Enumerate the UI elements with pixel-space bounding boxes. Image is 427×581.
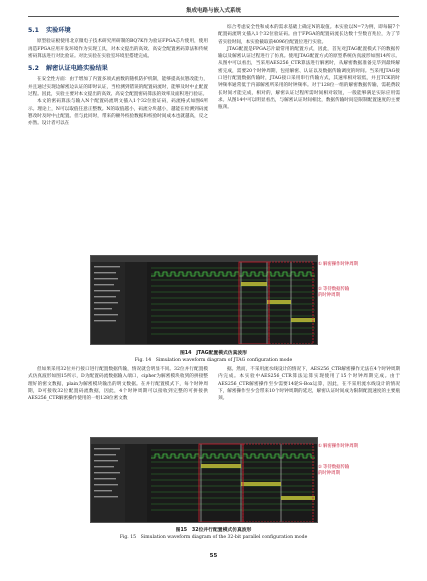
figure-14-annotation-1 — [318, 262, 358, 268]
figure-14-annotation-2 — [318, 287, 352, 299]
paragraph: 综合考虑安全性和成本的需求基础上确定N的取值。本实验以N=7为例，即每隔7个配置码流明文插入1个32位验证码。由于FPGA的配置码流长达数十至数百兆位，为了节省实验时间，本实验截取前4096位配置位进行实验。 — [218, 25, 400, 45]
section-heading-5-2 — [28, 65, 208, 72]
annotation-marker: ① — [318, 262, 322, 267]
figure-14-caption-zh: 图14 JTAG配置模式仿真波形 — [180, 351, 247, 356]
figure-15-waveform — [90, 437, 318, 523]
section-heading-5-1 — [28, 27, 208, 34]
paragraph: JTAG配置是FPGA芯片最常用的配置方式，因此，首先对JTAG配置模式下的数据传输以及解密认证过程进行了仿真。使用JTAG配置方式的原型系统仿真波形如图14所示。从图中可以看出，当采用AES256_CTR算法进行解密时，从解密数据准备完毕到最终解密完成，需要20个时钟周期，包括解密、认证以及数据传输调度的时间。当采用JTAG接口进行配置数据传输时，JTAG接口采用串行传输方式，其速率相对较低，并且TCK的时钟频率通常低于内部解密所采用的时钟频率。对于128位一组的解密数据传输，需耗费较长时间才能完成，相对的，解密认证过程所需时间相对较短，一般能够满足实际应用需求。从图14中可以明显看出，与解密认证时间相比，数据传输时间是限制配置速度的主要瓶颈。 — [218, 46, 400, 111]
figure-14-waveform — [90, 255, 318, 345]
header-rule — [28, 16, 399, 17]
figure-15-caption-en: Fig. 15 Simulation waveform diagram of the 32-bit parallel configuration mode — [119, 535, 308, 540]
section-number: 5.1 — [28, 27, 39, 34]
right-column — [218, 24, 400, 112]
paragraph: 但如果采用32位并行接口进行配置数据传输，情况就会明显不同。32位并行配置模式仿真波形如图15所示，D为配置码流数据输入端口，cipher为解密模块收到的拼接整理好的密文数据，plain为解密模块输出的明文数据。在并行配置模式下，每个时钟周期，D可接收32位配置码流数据，因此，4个时钟周期可以接收到完整的可拼接供AES256_CTR解密操作使用的一组128位密文数 — [28, 367, 208, 402]
waveform-image — [91, 438, 317, 522]
paragraph: 据。然而，不采用流水线设计的情况下，AES256_CTR解密操作无法在4个时钟周期内完成。本实验中AES256_CTR算法运算实现使用了15个时钟周期完成。由于AES256_CTR解密操作至少需要14轮S-Box运算，因此，在不采用流水线设计的情况下，解密操作至少会带来10个时钟周期的延迟，解密认证时间成为限制配置速度的主要瓶颈。 — [218, 367, 400, 402]
figure-15-annotation-2 — [318, 465, 352, 477]
figure-15-annotation-1 — [318, 444, 358, 450]
annotation-text: 解密操作时钟周期 — [322, 262, 359, 267]
left-column — [28, 24, 208, 128]
annotation-marker: ① — [318, 444, 322, 449]
annotation-marker: ② — [318, 287, 322, 292]
paragraph: 原型验证板使用北京微电子技术研究所研制的BQ7K作为验证FPGA芯片使用，使用再造FPGA应用开发环境作为实现工具，对本文提出的高效、高安全配置密码算法和传统密码算法进行对比验证。对比实验在实验室环境里搭建完成。 — [28, 39, 208, 59]
paragraph: 本文的密码算法与输入N个配置码流明文插入1个32位验证码，码流格式如图6所示。理论上，N可以取值任意正整数。N的取值越小，码流分块越小，越能在检测到码流篡改时及时中止配置。但与此同时，带来的额外校验数据和校验时间成本也就越高，反之亦然。设计者可以在 — [28, 99, 208, 127]
section-title: 解密认证电路实验结果 — [45, 65, 108, 73]
annotation-marker: ② — [318, 465, 322, 470]
paragraph: 在安全性方面：由于增加了内置多项式函数的随机防护机制，能够提高抗篡改能力，并且通过实现边解密边认证的即时认证，当检测到错误的配置码流时，能够及时中止配置过程。因此，实验主要对本文提出的高效、高安全配置密码算法的效率及面积进行验证。 — [28, 77, 208, 98]
journal-header: 集成电路与嵌入式系统 — [185, 8, 241, 14]
page-number: 55 — [209, 553, 218, 559]
figure-14-caption-en: Fig. 14 Simulation waveform diagram of JTAG configuration mode — [134, 358, 293, 363]
section-title: 实验环境 — [45, 27, 71, 34]
middle-left-column — [28, 366, 208, 402]
section-number: 5.2 — [28, 65, 39, 73]
figure-15-caption-zh: 图15 32位并行配置模式仿真波形 — [175, 528, 252, 533]
annotation-text: 等待数据传输的时钟周期 — [318, 465, 350, 476]
middle-right-column — [218, 366, 400, 402]
annotation-text: 解密操作时钟周期 — [322, 444, 359, 449]
annotation-text: 等待数据传输的时钟周期 — [318, 287, 350, 298]
waveform-image — [91, 256, 317, 344]
